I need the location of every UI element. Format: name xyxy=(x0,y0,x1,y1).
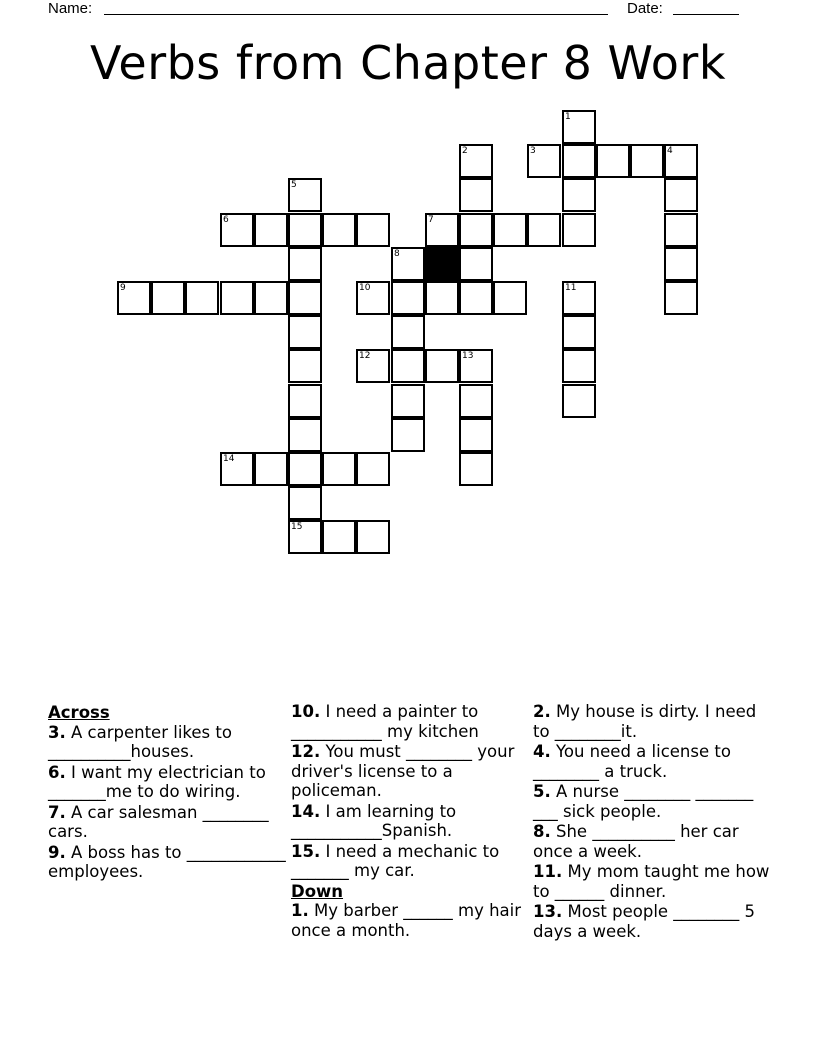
grid-cell[interactable] xyxy=(493,281,527,315)
cell-number: 10 xyxy=(359,283,371,293)
clue-across-7 xyxy=(48,803,288,842)
clue-number: 14. xyxy=(291,801,321,821)
grid-cell[interactable] xyxy=(391,384,425,418)
grid-cell[interactable] xyxy=(562,144,596,178)
clue-across-15 xyxy=(291,842,531,881)
grid-cell[interactable] xyxy=(562,110,596,144)
grid-cell[interactable] xyxy=(356,213,390,247)
cell-number: 2 xyxy=(462,146,468,156)
grid-cell[interactable] xyxy=(117,281,151,315)
cell-number: 1 xyxy=(565,112,571,122)
clues-column-2 xyxy=(291,702,531,941)
clues-column-1 xyxy=(48,702,288,883)
clue-text: A car salesman ________ cars. xyxy=(48,802,269,841)
clue-across-9 xyxy=(48,843,288,882)
grid-cell[interactable] xyxy=(562,178,596,212)
grid-cell[interactable] xyxy=(391,418,425,452)
clue-number: 4. xyxy=(533,742,551,761)
grid-cell[interactable] xyxy=(288,384,322,418)
clue-text: Most people ________ 5 days a week. xyxy=(533,902,756,941)
clue-number: 3. xyxy=(48,722,66,742)
clue-text: I am learning to ___________Spanish. xyxy=(291,801,457,840)
clue-number: 13. xyxy=(533,902,563,921)
clue-across-6 xyxy=(48,763,288,802)
grid-cell[interactable] xyxy=(664,281,698,315)
grid-cell[interactable] xyxy=(288,349,322,383)
grid-cell[interactable] xyxy=(664,247,698,281)
grid-cell[interactable] xyxy=(459,281,493,315)
grid-cell[interactable] xyxy=(288,213,322,247)
clue-text: My house is dirty. I need to ________it. xyxy=(533,702,757,741)
grid-cell[interactable] xyxy=(459,178,493,212)
grid-cell[interactable] xyxy=(459,349,493,383)
grid-cell[interactable] xyxy=(664,178,698,212)
clue-across-12 xyxy=(291,742,531,801)
grid-cell[interactable] xyxy=(562,315,596,349)
grid-cell[interactable] xyxy=(151,281,185,315)
clue-text: My mom taught me how to ______ dinner. xyxy=(533,862,770,901)
clue-down-1 xyxy=(291,901,531,940)
grid-cell[interactable] xyxy=(425,349,459,383)
grid-cell[interactable] xyxy=(459,452,493,486)
cell-number: 3 xyxy=(530,146,536,156)
clue-number: 1. xyxy=(291,901,309,920)
cell-number: 11 xyxy=(565,283,577,293)
clue-down-2 xyxy=(533,702,773,741)
grid-cell[interactable] xyxy=(288,418,322,452)
grid-cell[interactable] xyxy=(527,144,561,178)
cell-number: 6 xyxy=(223,215,229,225)
clue-text: A carpenter likes to __________houses. xyxy=(48,722,232,761)
grid-cell[interactable] xyxy=(527,213,561,247)
grid-cell[interactable] xyxy=(288,452,322,486)
grid-cell[interactable] xyxy=(254,452,288,486)
grid-cell[interactable] xyxy=(664,144,698,178)
cell-number: 15 xyxy=(291,522,303,532)
clues-column-3 xyxy=(533,702,773,942)
page-title: Verbs from Chapter 8 Work xyxy=(90,36,726,90)
grid-cell[interactable] xyxy=(288,281,322,315)
cell-number: 14 xyxy=(223,454,235,464)
grid-cell[interactable] xyxy=(391,315,425,349)
grid-cell[interactable] xyxy=(425,281,459,315)
grid-cell[interactable] xyxy=(254,281,288,315)
grid-cell[interactable] xyxy=(459,213,493,247)
clue-text: You need a license to ________ a truck. xyxy=(533,742,731,781)
grid-cell[interactable] xyxy=(185,281,219,315)
grid-cell[interactable] xyxy=(220,213,254,247)
clue-text: My barber ______ my hair once a month. xyxy=(291,901,522,940)
clue-text: You must ________ your driver's license to a policeman. xyxy=(291,742,515,800)
grid-cell[interactable] xyxy=(220,281,254,315)
name-label: Name: xyxy=(48,0,93,17)
grid-cell[interactable] xyxy=(288,247,322,281)
grid-cell[interactable] xyxy=(459,384,493,418)
cell-number: 12 xyxy=(359,351,371,361)
grid-cell[interactable] xyxy=(562,384,596,418)
clue-across-14 xyxy=(291,802,531,841)
grid-cell[interactable] xyxy=(664,213,698,247)
grid-cell[interactable] xyxy=(322,213,356,247)
grid-cell[interactable] xyxy=(391,247,425,281)
grid-cell[interactable] xyxy=(322,452,356,486)
grid-cell[interactable] xyxy=(391,281,425,315)
grid-cell[interactable] xyxy=(356,452,390,486)
clue-number: 6. xyxy=(48,762,66,782)
clue-text: She __________ her car once a week. xyxy=(533,822,739,861)
grid-cell[interactable] xyxy=(493,213,527,247)
grid-cell[interactable] xyxy=(630,144,664,178)
grid-cell[interactable] xyxy=(288,315,322,349)
clue-down-8 xyxy=(533,822,773,861)
grid-cell[interactable] xyxy=(220,452,254,486)
grid-cell[interactable] xyxy=(562,281,596,315)
clue-number: 12. xyxy=(291,742,321,761)
clue-down-5 xyxy=(533,782,773,821)
down-heading: Down xyxy=(291,881,344,901)
grid-cell[interactable] xyxy=(254,213,288,247)
cell-number: 13 xyxy=(462,351,474,361)
cell-number: 9 xyxy=(120,283,126,293)
grid-cell[interactable] xyxy=(391,349,425,383)
grid-cell[interactable] xyxy=(356,520,390,554)
clue-text: A boss has to ____________ employees. xyxy=(48,842,286,881)
clue-text: I want my electrician to _______me to do wiring. xyxy=(48,762,266,801)
clue-down-4 xyxy=(533,742,773,781)
grid-cell[interactable] xyxy=(459,418,493,452)
grid-cell[interactable] xyxy=(288,486,322,520)
date-label: Date: xyxy=(627,0,663,17)
black-cell xyxy=(425,247,459,281)
clue-number: 11. xyxy=(533,862,563,881)
grid-cell[interactable] xyxy=(356,349,390,383)
clue-number: 7. xyxy=(48,802,66,822)
cell-number: 5 xyxy=(291,180,297,190)
grid-cell[interactable] xyxy=(356,281,390,315)
grid-cell[interactable] xyxy=(288,520,322,554)
grid-cell[interactable] xyxy=(562,213,596,247)
clue-down-13 xyxy=(533,902,773,941)
grid-cell[interactable] xyxy=(425,213,459,247)
grid-cell[interactable] xyxy=(596,144,630,178)
clue-number: 9. xyxy=(48,842,66,862)
grid-cell[interactable] xyxy=(288,178,322,212)
clue-number: 8. xyxy=(533,822,551,841)
clue-number: 10. xyxy=(291,702,321,721)
clue-down-11 xyxy=(533,862,773,901)
cell-number: 4 xyxy=(667,146,673,156)
grid-cell[interactable] xyxy=(562,349,596,383)
clue-text: I need a painter to ___________ my kitchen xyxy=(291,702,479,741)
clue-text: I need a mechanic to _______ my car. xyxy=(291,841,500,880)
grid-cell[interactable] xyxy=(322,520,356,554)
clue-text: A nurse ________ _______ ___ sick people. xyxy=(533,782,754,821)
grid-cell[interactable] xyxy=(459,144,493,178)
across-heading: Across xyxy=(48,703,110,722)
cell-number: 7 xyxy=(428,215,434,225)
clue-number: 2. xyxy=(533,702,551,721)
clue-number: 5. xyxy=(533,782,551,801)
clue-across-3 xyxy=(48,723,288,762)
clue-across-10 xyxy=(291,702,531,741)
grid-cell[interactable] xyxy=(459,247,493,281)
clue-number: 15. xyxy=(291,841,321,861)
cell-number: 8 xyxy=(394,249,400,259)
